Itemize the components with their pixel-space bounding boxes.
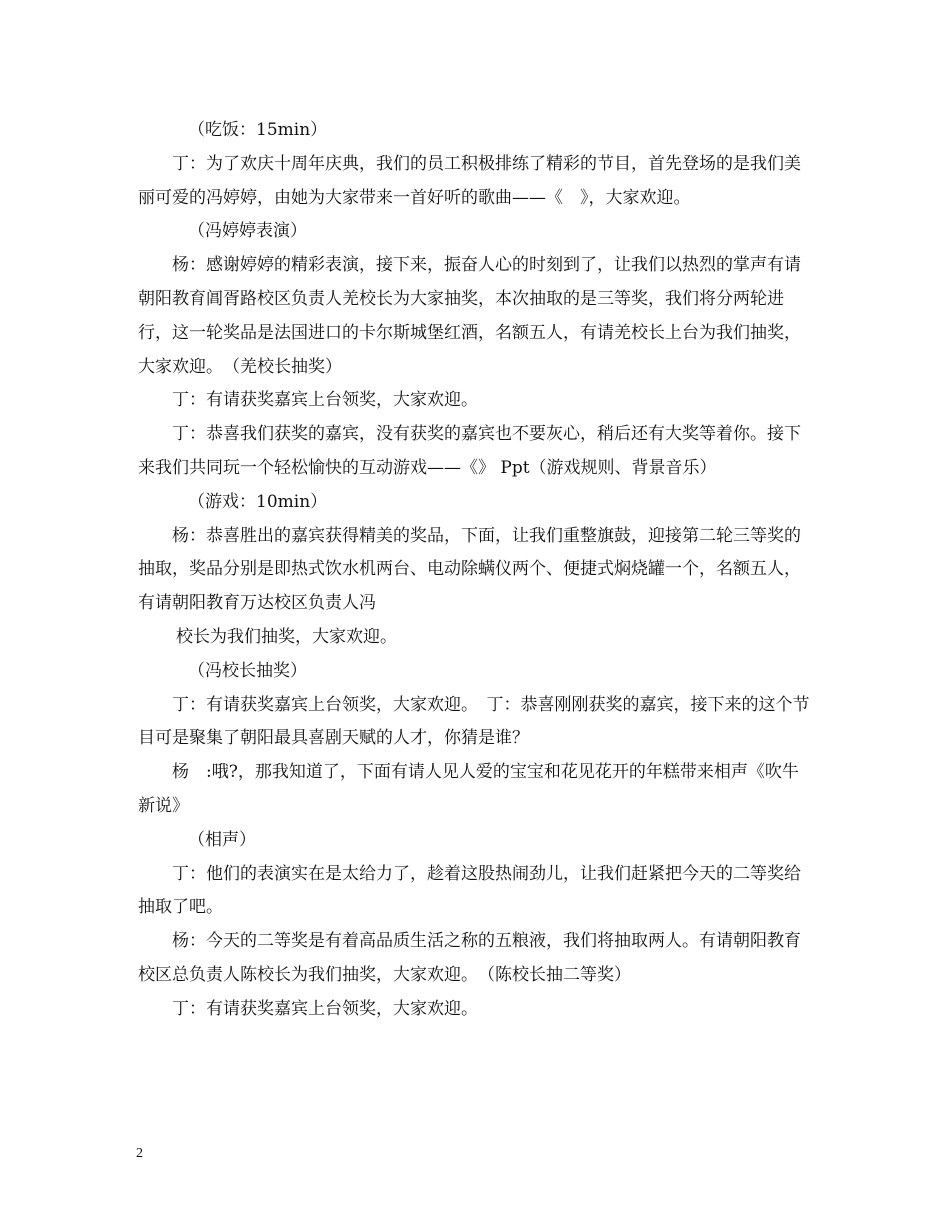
paragraph-yang-third-prize-round-two: 杨：恭喜胜出的嘉宾获得精美的奖品，下面，让我们重整旗鼓，迎接第二轮三等奖的抽取，奖品分别是即热式饮水机两台、电动除螨仪两个、便捷式焖烧罐一个，名额五人，有请朝阳教育万达校区负责人冯 — [138, 525, 801, 614]
paragraph-continuation: 校长为我们抽奖，大家欢迎。 — [176, 626, 397, 647]
paragraph-yang-third-prize-round-one: 杨：感谢婷婷的精彩表演，接下来，振奋人心的时刻到了，让我们以热烈的掌声有请朝阳教育阊胥路校区负责人羌校长为大家抽奖，本次抽取的是三等奖，我们将分两轮进行，这一轮奖品是法国进口的卡尔斯城堡红酒，名额五人，有请羌校长上台为我们抽奖，大家欢迎。 （羌校长抽奖） — [138, 255, 801, 377]
stage-note-performance: （冯婷婷表演） — [188, 221, 307, 242]
paragraph-ding-opening-song: 丁：为了欢庆十周年庆典，我们的员工积极排练了精彩的节目，首先登场的是我们美丽可爱的冯婷婷，由她为大家带来一首好听的歌曲——《 》，大家欢迎。 — [138, 153, 801, 208]
stage-note-feng-draw: （冯校长抽奖） — [188, 660, 307, 681]
stage-note-crosstalk: （相声） — [188, 829, 256, 850]
paragraph-ding-game-intro: 丁：恭喜我们获奖的嘉宾，没有获奖的嘉宾也不要灰心，稍后还有大奖等着你。接下来我们共同玩一个轻松愉快的互动游戏——《》 Ppt（游戏规则、背景音乐） — [138, 424, 801, 478]
paragraph-ding-award-collect: 丁：有请获奖嘉宾上台领奖，大家欢迎。 — [172, 390, 478, 411]
paragraph-yang-crosstalk: 杨 :哦?，那我知道了，下面有请人见人爱的宝宝和花见花开的年糕带来相声《吹牛新说》 — [138, 762, 799, 816]
stage-note-game: （游戏：10min） — [188, 491, 328, 512]
page-number: 2 — [136, 1146, 143, 1161]
document-body — [138, 114, 814, 1027]
paragraph-yang-second-prize: 杨：今天的二等奖是有着高品质生活之称的五粮液，我们将抽取两人。有请朝阳教育校区总负责人陈校长为我们抽奖，大家欢迎。 （陈校长抽二等奖） — [138, 931, 801, 985]
paragraph-ding-award-collect-final: 丁：有请获奖嘉宾上台领奖，大家欢迎。 — [172, 998, 478, 1019]
stage-note-meal: （吃饭：15min） — [188, 120, 328, 140]
paragraph-ding-second-prize-lead: 丁：他们的表演实在是太给力了，趁着这股热闹劲儿，让我们赶紧把今天的二等奖给抽取了吧。 — [138, 863, 801, 918]
paragraph-ding-comedy-intro: 丁：有请获奖嘉宾上台领奖，大家欢迎。 丁：恭喜刚刚获奖的嘉宾，接下来的这个节目可是聚集了朝阳最具喜剧天赋的人才，你猜是谁？ — [138, 694, 810, 749]
